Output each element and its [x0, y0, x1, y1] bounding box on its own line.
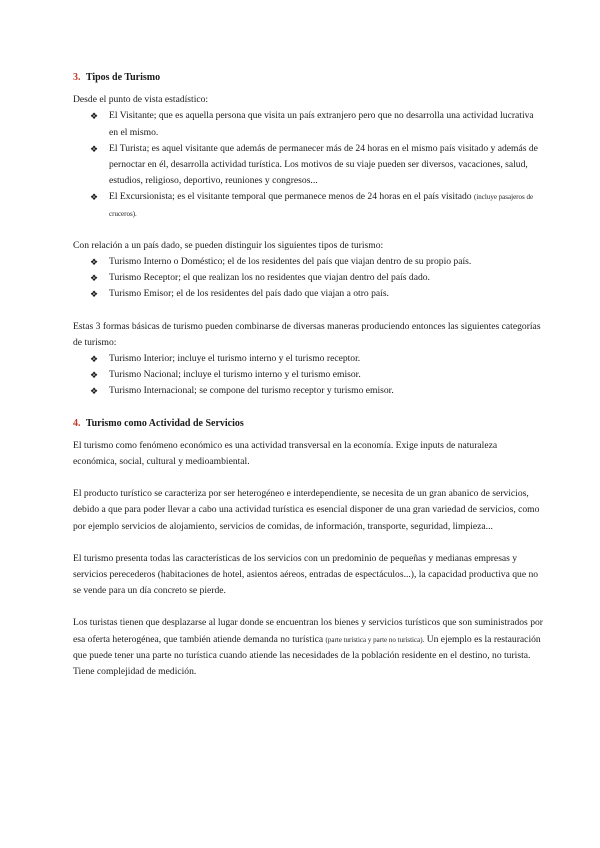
- list-item: ❖ El Excursionista; es el visitante temporal que permanece menos de 24 horas en el país visitado (incluye pasajeros de cruceros).: [90, 191, 534, 218]
- demand-note: (parte turística y parte no turística).: [325, 635, 425, 644]
- list-item: ❖ El Turista; es aquel visitante que además de permanecer más de 24 horas en el mismo país visitado y además de pernoctar en él, desarrolla actividad turística. Los motivos de su viaje pueden ser diversos, vacaciones, salud, estudios, religioso, deportivo, reuniones y congresos...: [90, 142, 538, 187]
- section-3-heading: [73, 70, 543, 86]
- diamond-bullet-icon: ❖: [90, 111, 99, 122]
- diamond-bullet-icon: ❖: [90, 386, 99, 397]
- section-4-paragraph-1: El turismo como fenómeno económico es una actividad transversal en la economía. Exige inputs de naturaleza económica, social, cultural y medioambiental.: [73, 439, 498, 468]
- diamond-bullet-icon: ❖: [90, 370, 99, 381]
- diamond-bullet-icon: ❖: [90, 273, 99, 284]
- diamond-bullet-icon: ❖: [90, 257, 99, 268]
- section-4-paragraph-2: El producto turístico se caracteriza por ser heterogéneo e interdependiente, se necesita de un gran abanico de servicios, debido a que para poder llevar a cabo una actividad turística es esencial disponer de una gran variedad de servicios, como por ejemplo servicios de alojamiento, servicios de comidas, de información, transporte, seguridad, limpieza...: [73, 488, 540, 532]
- section-4-heading: [73, 416, 543, 432]
- section-4-number: 4.: [73, 417, 81, 429]
- list-item: ❖ Turismo Interno o Doméstico; el de los residentes del país que viajan dentro de su propio país.: [73, 254, 543, 270]
- list-item: ❖ Turismo Internacional; se compone del turismo receptor y turismo emisor.: [73, 383, 543, 399]
- list-item: ❖ Turismo Emisor; el de los residentes del país dado que viajan a otro país.: [73, 286, 543, 302]
- combo-intro: Estas 3 formas básicas de turismo pueden combinarse de diversas maneras produciendo entonces las siguientes categorías de turismo:: [73, 320, 541, 348]
- stat-intro: Desde el punto de vista estadístico:: [73, 94, 209, 106]
- list-item: ❖ Turismo Interior; incluye el turismo interno y el turismo receptor.: [73, 351, 543, 367]
- diamond-bullet-icon: ❖: [90, 354, 99, 365]
- relation-list: [73, 254, 543, 303]
- section-4-title: Turismo como Actividad de Servicios: [85, 417, 244, 429]
- cruise-note: (incluye pasajeros de cruceros).: [109, 193, 534, 218]
- diamond-bullet-icon: ❖: [90, 192, 99, 203]
- diamond-bullet-icon: ❖: [90, 143, 99, 154]
- diamond-bullet-icon: ❖: [90, 289, 99, 300]
- combo-list: [73, 351, 543, 400]
- section-4-paragraph-4: Los turistas tienen que desplazarse al lugar donde se encuentran los bienes y servicios turísticos que son suministrados por esa oferta heterogénea, que también atiende demanda no turística (parte turística y parte no turística). Un ejemplo es la restauración que puede tener una parte no turística cuando atiende las necesidades de la población residente en el destino, no turista. Tiene complejidad de medición.: [73, 617, 543, 678]
- section-4-paragraph-3: El turismo presenta todas las características de los servicios con un predominio de pequeñas y medianas empresas y servicios perecederos (habitaciones de hotel, asientos aéreos, entradas de espectáculos...), la capacidad productiva que no se vende para un día concreto se pierde.: [73, 552, 539, 597]
- list-item: ❖ El Visitante; que es aquella persona que visita un país extranjero pero que no desarrolla una actividad lucrativa en el mismo.: [90, 110, 534, 138]
- list-item: ❖ Turismo Nacional; incluye el turismo interno y el turismo emisor.: [73, 367, 543, 383]
- section-3-title: Tipos de Turismo: [85, 72, 161, 83]
- section-3-number: 3.: [73, 72, 81, 83]
- stat-list: [73, 108, 543, 221]
- relation-intro: Con relación a un país dado, se pueden distinguir los siguientes tipos de turismo:: [73, 239, 384, 251]
- page-content: [73, 70, 543, 680]
- list-item: ❖ Turismo Receptor; el que realizan los no residentes que viajan dentro del país dado.: [73, 270, 543, 286]
